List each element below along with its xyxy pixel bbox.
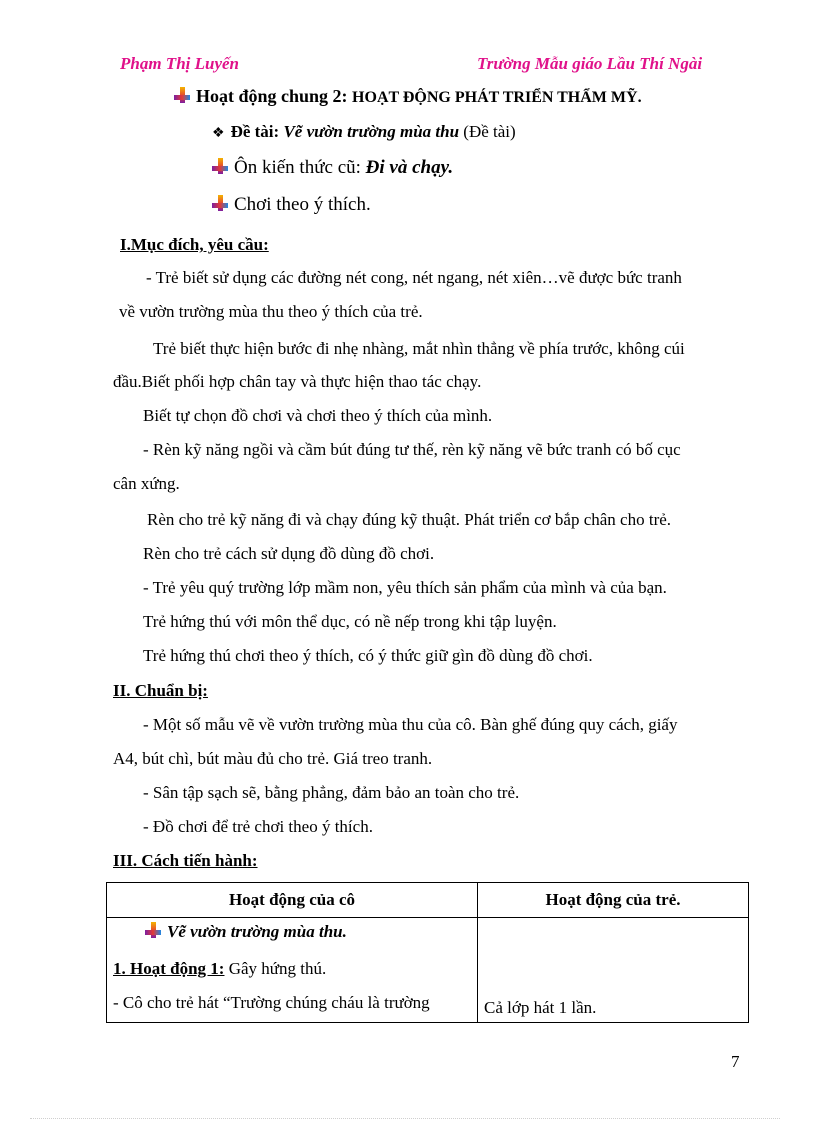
- s2-line: - Sân tập sạch sẽ, bằng phẳng, đảm bảo an toàn cho trẻ.: [143, 783, 520, 802]
- teacher-topic-line: [113, 920, 471, 954]
- step1-label: 1. Hoạt động 1:: [113, 959, 225, 978]
- s2-line: A4, bút chì, bút màu đủ cho trẻ. Giá treo tranh.: [113, 749, 433, 768]
- s1-line: - Trẻ biết sử dụng các đường nét cong, nét ngang, nét xiên…vẽ được bức tranh: [146, 268, 682, 287]
- arrow-bullet-icon: [212, 195, 228, 211]
- free-play-text: Chơi theo ý thích.: [234, 194, 371, 215]
- topic-label: Đề tài:: [230, 122, 280, 141]
- activity-table: [106, 882, 749, 1023]
- step1-line: [113, 954, 471, 988]
- review-label: Ôn kiến thức cũ:: [234, 157, 361, 178]
- arrow-bullet-icon: [174, 87, 190, 103]
- s1-line: - Rèn kỹ năng ngồi và cầm bút đúng tư thế, rèn kỹ năng vẽ bức tranh có bố cục: [143, 440, 681, 459]
- table-row: [107, 918, 749, 1023]
- s1-line: Trẻ hứng thú chơi theo ý thích, có ý thức giữ gìn đồ dùng đồ chơi.: [143, 646, 593, 665]
- s1-line: Trẻ biết thực hiện bước đi nhẹ nhàng, mắt nhìn thẳng về phía trước, không cúi: [153, 339, 685, 358]
- child-activity-cell: [478, 918, 749, 1023]
- s2-line: - Đồ chơi để trẻ chơi theo ý thích.: [143, 817, 373, 836]
- child-column-header: Hoạt động của trẻ.: [478, 883, 749, 918]
- review-value: Đi và chạy.: [365, 157, 454, 178]
- topic-line: [212, 122, 516, 142]
- s1-line: Biết tự chọn đồ chơi và chơi theo ý thích của mình.: [143, 406, 493, 425]
- teacher-line: - Cô cho trẻ hát “Trường chúng cháu là trường: [113, 993, 430, 1012]
- s1-line: - Trẻ yêu quý trường lớp mầm non, yêu thích sản phẩm của mình và của bạn.: [143, 578, 667, 597]
- page-number: 7: [731, 1052, 740, 1071]
- section-3-heading: III. Cách tiến hành:: [113, 851, 258, 870]
- topic-value: Vẽ vườn trường mùa thu: [283, 122, 460, 141]
- footer-divider: [30, 1118, 780, 1119]
- s1-line: cân xứng.: [113, 474, 180, 493]
- author-name: Phạm Thị Luyến: [120, 54, 240, 73]
- s1-line: về vườn trường mùa thu theo ý thích của trẻ.: [119, 302, 423, 321]
- table-header-row: [107, 883, 749, 918]
- s1-line: Rèn cho trẻ cách sử dụng đồ dùng đồ chơi.: [143, 544, 435, 563]
- section-2-heading: II. Chuẩn bị:: [113, 681, 208, 700]
- school-name: Trường Mẫu giáo Lầu Thí Ngài: [477, 54, 703, 73]
- section-1-heading: I.Mục đích, yêu cầu:: [120, 235, 269, 254]
- teacher-column-header: Hoạt động của cô: [107, 883, 478, 918]
- step1-text: Gây hứng thú.: [228, 959, 327, 978]
- s1-line: Trẻ hứng thú với môn thể dục, có nề nếp trong khi tập luyện.: [143, 612, 557, 631]
- arrow-bullet-icon: [212, 158, 228, 174]
- free-play-line: [212, 194, 371, 216]
- activity-title-prefix: Hoạt động chung 2:: [196, 86, 348, 106]
- s1-line: đầu.Biết phối hợp chân tay và thực hiện thao tác chạy.: [113, 372, 482, 391]
- activity-title: [174, 86, 642, 107]
- s1-line: Rèn cho trẻ kỹ năng đi và chạy đúng kỹ thuật. Phát triển cơ bắp chân cho trẻ.: [147, 510, 672, 529]
- review-line: [212, 157, 453, 179]
- arrow-bullet-icon: [145, 922, 161, 938]
- child-line: Cả lớp hát 1 lần.: [484, 998, 597, 1017]
- teacher-activity-cell: [107, 918, 478, 1023]
- diamond-bullet-icon: ❖: [212, 126, 225, 141]
- topic-suffix: (Đề tài): [463, 122, 516, 141]
- s2-line: - Một số mẫu vẽ về vườn trường mùa thu của cô. Bàn ghế đúng quy cách, giấy: [143, 715, 678, 734]
- teacher-topic: Vẽ vườn trường mùa thu.: [167, 922, 347, 941]
- activity-title-main: HOẠT ĐỘNG PHÁT TRIỂN THẨM MỸ.: [352, 89, 642, 106]
